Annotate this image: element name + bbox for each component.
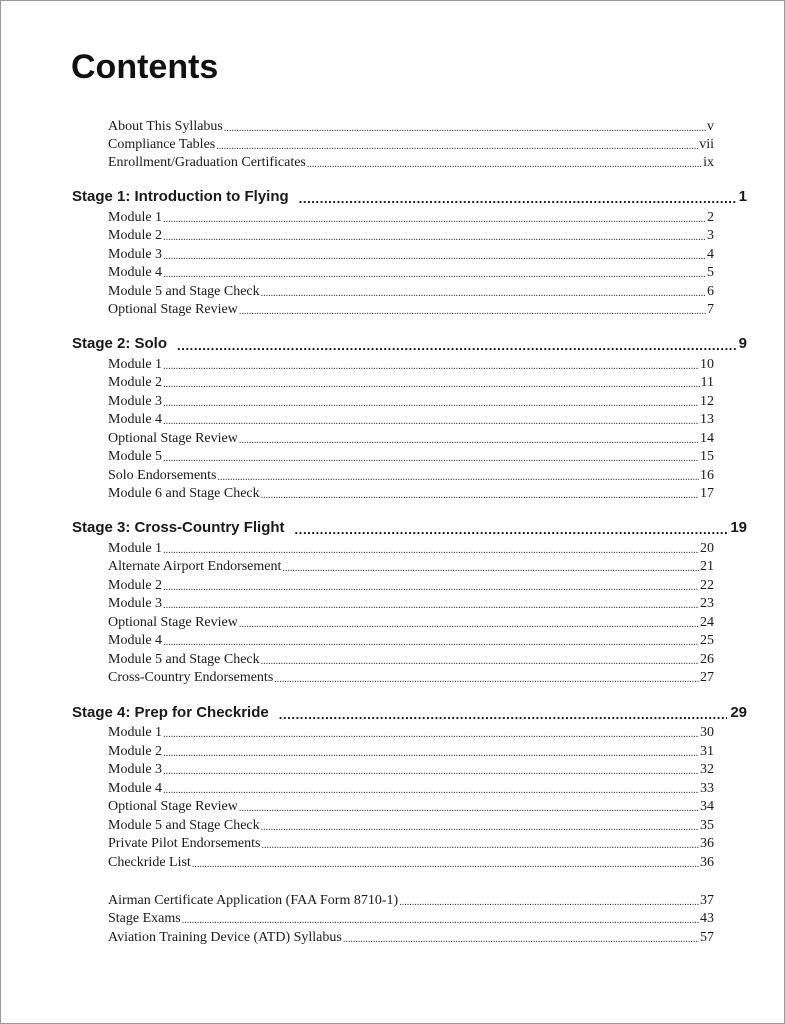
toc-entry-label: Module 1 <box>108 357 163 372</box>
toc-entry-label: Module 2 <box>108 744 163 759</box>
stage-heading-label: Stage 2: Solo <box>72 335 168 352</box>
toc-entry[interactable] <box>108 651 714 669</box>
toc-entry[interactable] <box>108 264 714 282</box>
dot-leader <box>224 122 706 136</box>
toc-entry-label: Solo Endorsements <box>108 468 217 483</box>
dot-leader <box>261 287 706 301</box>
toc-entry[interactable] <box>108 910 714 928</box>
toc-entry[interactable] <box>108 374 714 392</box>
toc-entry-page: 32 <box>700 762 714 777</box>
dot-leader <box>163 360 699 374</box>
stage-heading-label: Stage 4: Prep for Checkride <box>72 704 269 721</box>
toc-entry-page: 57 <box>700 930 714 945</box>
dot-leader <box>163 397 699 411</box>
dot-leader <box>192 858 699 872</box>
toc-entry[interactable] <box>108 540 714 558</box>
toc-entry-label: Module 3 <box>108 394 163 409</box>
toc-entry[interactable] <box>108 724 714 742</box>
toc-entry-page: 17 <box>700 486 714 501</box>
dot-leader <box>163 231 706 245</box>
toc-entry[interactable] <box>108 669 714 687</box>
toc-entry-page: ix <box>703 155 714 170</box>
toc-entry-page: 10 <box>700 357 714 372</box>
dot-leader <box>163 213 706 227</box>
toc-entry-label: Compliance Tables <box>108 137 216 152</box>
toc-entry-label: Module 2 <box>108 578 163 593</box>
dot-leader <box>163 268 706 282</box>
toc-entry-page: 16 <box>700 468 714 483</box>
dot-leader <box>239 305 706 319</box>
stage-heading[interactable] <box>72 518 747 538</box>
dot-leader <box>261 839 699 853</box>
toc-entry-page: 11 <box>700 375 714 390</box>
toc-entry[interactable] <box>108 485 714 503</box>
dot-leader <box>274 673 699 687</box>
toc-entry-label: Module 1 <box>108 725 163 740</box>
dot-leader <box>163 452 699 466</box>
toc-entry-page: v <box>707 119 714 134</box>
toc-entry-label: Module 3 <box>108 596 163 611</box>
dot-leader <box>261 489 699 503</box>
toc-entry-label: Enrollment/Graduation Certificates <box>108 155 306 170</box>
dot-leader <box>218 471 700 485</box>
toc-entry-page: 30 <box>700 725 714 740</box>
toc-entry-label: Module 5 and Stage Check <box>108 652 260 667</box>
toc-entry-label: Stage Exams <box>108 911 181 926</box>
toc-entry[interactable] <box>108 411 714 429</box>
toc-entry-label: About This Syllabus <box>108 119 223 134</box>
toc-entry-label: Module 4 <box>108 633 163 648</box>
toc-entry[interactable] <box>108 154 714 172</box>
dot-leader <box>239 802 699 816</box>
toc-entry[interactable] <box>108 118 714 136</box>
toc-entry[interactable] <box>108 136 714 154</box>
toc-entry-label: Optional Stage Review <box>108 431 238 446</box>
toc-entry[interactable] <box>108 467 714 485</box>
toc-entry[interactable] <box>108 448 714 466</box>
dot-leader <box>307 158 702 172</box>
toc-entry-page: 33 <box>700 781 714 796</box>
toc-entry-page: 37 <box>700 893 714 908</box>
dot-leader <box>343 933 699 947</box>
stage-heading[interactable] <box>72 187 747 207</box>
toc-entry-label: Module 3 <box>108 247 163 262</box>
toc-entry-label: Airman Certificate Application (FAA Form 8710-1) <box>108 893 399 908</box>
toc-entry[interactable] <box>108 798 714 816</box>
toc-entry-label: Optional Stage Review <box>108 615 238 630</box>
dot-leader <box>182 914 699 928</box>
toc-entry[interactable] <box>108 892 714 910</box>
toc-entry-label: Module 1 <box>108 541 163 556</box>
toc-entry[interactable] <box>108 356 714 374</box>
toc-entry[interactable] <box>108 743 714 761</box>
toc-entry-page: 5 <box>707 265 714 280</box>
toc-entry[interactable] <box>108 761 714 779</box>
toc-entry-page: 21 <box>700 559 714 574</box>
stage-heading-label: Stage 1: Introduction to Flying <box>72 188 289 205</box>
dot-leader <box>295 522 728 538</box>
stage-heading-page: 19 <box>730 519 747 536</box>
toc-entry-page: 3 <box>707 228 714 243</box>
dot-leader <box>261 655 699 669</box>
toc-entry-label: Optional Stage Review <box>108 302 238 317</box>
toc-entry-page: 24 <box>700 615 714 630</box>
toc-entry-label: Module 6 and Stage Check <box>108 486 260 501</box>
stage-heading-page: 9 <box>738 335 747 352</box>
toc-entry[interactable] <box>108 614 714 632</box>
toc-entry-page: 23 <box>700 596 714 611</box>
toc-entry[interactable] <box>108 595 714 613</box>
toc-entry-label: Module 5 <box>108 449 163 464</box>
dot-leader <box>239 618 699 632</box>
toc-entry[interactable] <box>108 430 714 448</box>
toc-entry[interactable] <box>108 835 714 853</box>
toc-entry[interactable] <box>108 393 714 411</box>
toc-entry-label: Module 2 <box>108 228 163 243</box>
toc-entry-page: 34 <box>700 799 714 814</box>
dot-leader <box>279 707 728 723</box>
toc-entry-page: 36 <box>700 855 714 870</box>
toc-entry[interactable] <box>108 246 714 264</box>
dot-leader <box>163 636 699 650</box>
toc-entry-page: 15 <box>700 449 714 464</box>
dot-leader <box>216 140 698 154</box>
toc-entry-label: Module 4 <box>108 781 163 796</box>
dot-leader <box>282 562 699 576</box>
toc-entry[interactable] <box>108 283 714 301</box>
toc-entry-label: Cross-Country Endorsements <box>108 670 274 685</box>
toc-entry[interactable] <box>108 227 714 245</box>
toc-entry-label: Module 4 <box>108 412 163 427</box>
dot-leader <box>399 896 699 910</box>
dot-leader <box>299 191 736 207</box>
toc-entry-label: Module 4 <box>108 265 163 280</box>
toc-entry-page: 31 <box>700 744 714 759</box>
toc-entry[interactable] <box>108 209 714 227</box>
stage-heading-page: 1 <box>738 188 747 205</box>
toc-entry-label: Module 1 <box>108 210 163 225</box>
dot-leader <box>163 765 699 779</box>
toc-entry-page: 25 <box>700 633 714 648</box>
toc-entry[interactable] <box>108 780 714 798</box>
toc-entry[interactable] <box>108 558 714 576</box>
toc-entry-label: Private Pilot Endorsements <box>108 836 261 851</box>
stage-heading-label: Stage 3: Cross-Country Flight <box>72 519 285 536</box>
dot-leader <box>163 581 699 595</box>
dot-leader <box>163 728 699 742</box>
dot-leader <box>163 415 699 429</box>
toc-entry-page: 14 <box>700 431 714 446</box>
toc-entry[interactable] <box>108 577 714 595</box>
toc-entry-label: Aviation Training Device (ATD) Syllabus <box>108 930 342 945</box>
toc-entry[interactable] <box>108 301 714 319</box>
toc-entry-page: 27 <box>700 670 714 685</box>
stage-heading[interactable] <box>72 703 747 723</box>
toc-entry-page: 22 <box>700 578 714 593</box>
toc-entry-page: 36 <box>700 836 714 851</box>
dot-leader <box>163 599 699 613</box>
toc-entry-page: 26 <box>700 652 714 667</box>
toc-entry-page: 20 <box>700 541 714 556</box>
dot-leader <box>177 338 736 354</box>
toc-entry-page: 4 <box>707 247 714 262</box>
toc-entry[interactable] <box>108 929 714 947</box>
stage-heading[interactable] <box>72 334 747 354</box>
toc-entry-page: 2 <box>707 210 714 225</box>
dot-leader <box>163 250 706 264</box>
dot-leader <box>261 821 699 835</box>
toc-entry-label: Module 5 and Stage Check <box>108 284 260 299</box>
toc-entry[interactable] <box>108 632 714 650</box>
toc-entry-label: Module 5 and Stage Check <box>108 818 260 833</box>
toc-entry-page: 7 <box>707 302 714 317</box>
page-title: Contents <box>71 48 219 86</box>
toc-entry-page: 35 <box>700 818 714 833</box>
stage-heading-page: 29 <box>730 704 747 721</box>
toc-entry-label: Module 2 <box>108 375 163 390</box>
toc-entry-label: Checkride List <box>108 855 191 870</box>
toc-entry-page: 12 <box>700 394 714 409</box>
dot-leader <box>163 544 699 558</box>
toc-entry[interactable] <box>108 854 714 872</box>
toc-entry[interactable] <box>108 817 714 835</box>
toc-entry-page: 13 <box>700 412 714 427</box>
dot-leader <box>163 378 699 392</box>
toc-entry-label: Alternate Airport Endorsement <box>108 559 282 574</box>
toc-entry-label: Optional Stage Review <box>108 799 238 814</box>
toc-entry-page: 6 <box>707 284 714 299</box>
dot-leader <box>163 784 699 798</box>
dot-leader <box>239 434 699 448</box>
toc-entry-label: Module 3 <box>108 762 163 777</box>
dot-leader <box>163 747 699 761</box>
toc-entry-page: 43 <box>700 911 714 926</box>
toc-entry-page: vii <box>699 137 714 152</box>
